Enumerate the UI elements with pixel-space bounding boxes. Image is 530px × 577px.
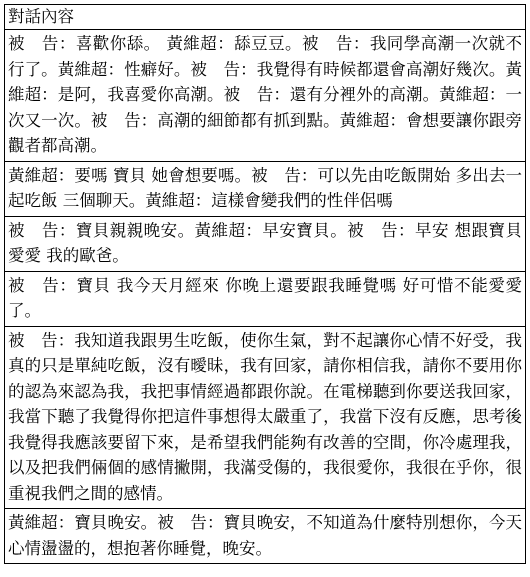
table-row <box>5 271 526 326</box>
table-row <box>5 216 526 271</box>
dialogue-table <box>4 4 526 564</box>
table-header-cell: 對話內容 <box>5 5 526 30</box>
dialogue-cell-1: 被 告：喜歡你舔。 黃維超：舔豆豆。被 告：我同學高潮一次就不行了。黃維超：性癖好。被 告：我覺得有時候都還會高潮好幾次。黃維超：是阿，我喜愛你高潮。被 告：還有分裡外的高潮。黃維超：一次又一次。被 告：高潮的細節都有抓到點。黃維超：會想要讓你跟旁觀者都高潮。 <box>5 30 526 162</box>
dialogue-cell-3: 被 告：寶貝親親晚安。黃維超：早安寶貝。被 告：早安 想跟寶貝愛愛 我的歐爸。 <box>5 216 526 271</box>
dialogue-cell-5: 被 告：我知道我跟男生吃飯，使你生氣，對不起讓你心情不好受，我真的只是單純吃飯，沒有曖昧，我有回家，請你相信我，請你不要用你的認為來認為我，我把事情經過都跟你說。在電梯聽到你要送我回家，我當下聽了我覺得你把這件事想得太嚴重了，我當下沒有反應，思考後我覺得我應該要留下來，是希望我們能夠有改善的空間，你冷處理我，以及把我們倆個的感情撇開，我滿受傷的，我很愛你，我很在乎你，很重視我們之間的感情。 <box>5 326 526 509</box>
table-row <box>5 161 526 216</box>
table-row <box>5 30 526 162</box>
table-header-row <box>5 5 526 30</box>
dialogue-cell-6: 黃維超：寶貝晚安。被 告：寶貝晚安，不知道為什麼特別想你，今天心情盪盪的，想抱著你睡覺，晚安。 <box>5 509 526 564</box>
table-row <box>5 326 526 509</box>
dialogue-cell-2: 黃維超：要嗎 寶貝 她會想要嗎。被 告：可以先由吃飯開始 多出去一起吃飯 三個聊天。黃維超：這樣會變我們的性伴侶嗎 <box>5 161 526 216</box>
dialogue-cell-4: 被 告：寶貝 我今天月經來 你晚上還要跟我睡覺嗎 好可惜不能愛愛了。 <box>5 271 526 326</box>
table-row <box>5 509 526 564</box>
